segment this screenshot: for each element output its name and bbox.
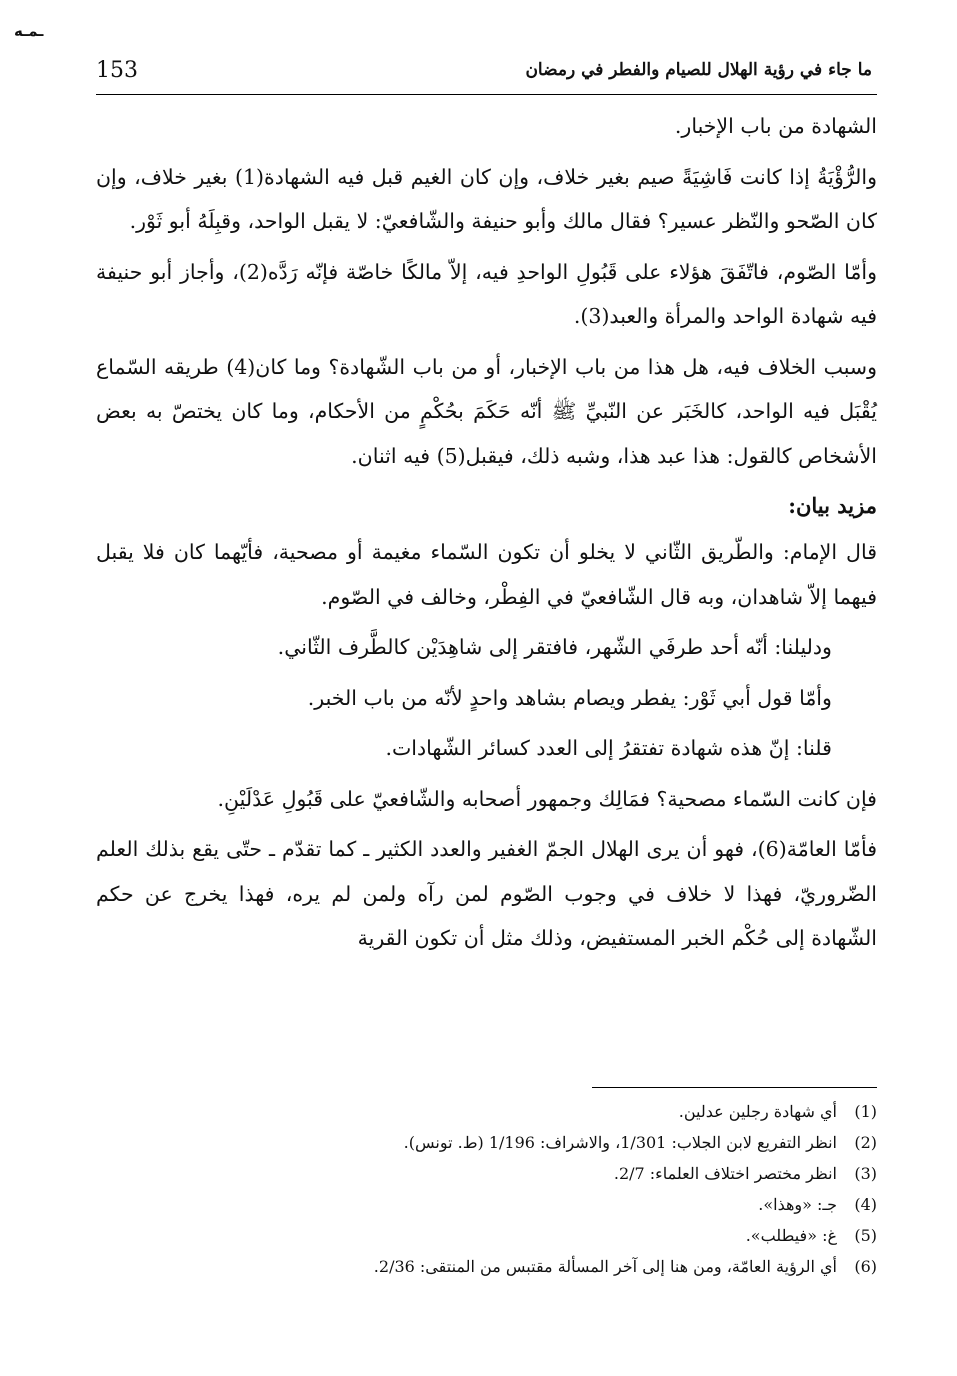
footnote-number: (2) xyxy=(854,1133,877,1152)
footnote xyxy=(96,1189,877,1220)
footnote-text: جـ: «وهذا». xyxy=(758,1195,837,1214)
page-mark: ـمـه xyxy=(14,22,44,40)
footnote-rule xyxy=(592,1087,877,1088)
footnote-number: (3) xyxy=(854,1164,877,1183)
running-title: ما جاء في رؤية الهلال للصيام والفطر في رمضان xyxy=(525,60,872,80)
footnote-text: انظر مختصر اختلاف العلماء: 2/7. xyxy=(613,1164,837,1183)
header-rule xyxy=(96,94,877,95)
paragraph-4: وسبب الخلاف فيه، هل هذا من باب الإخبار، أو من باب الشّهادة؟ وما كان(4) طريقه السّماع يُقْبَل فيه الواحد، كالخَبَر عن النّبيِّ ﷺ أنّه حَكَمَ بحُكْمٍ من الأحكام، وما كان يختصّ به بعض الأشخاص كالقول: هذا عبد هذا، وشبه ذلك، فيقبل(5) فيه اثنان. xyxy=(96,354,877,468)
footnote-text: أي شهادة رجلين عدلين. xyxy=(678,1102,837,1121)
footnote xyxy=(96,1158,877,1189)
footnote-text: أي الرؤية العامّة، ومن هنا إلى آخر المسألة مقتبس من المنتقى: 2/36. xyxy=(373,1257,837,1276)
footnote-number: (5) xyxy=(854,1226,877,1245)
paragraph-9: فإن كانت السّماء مصحية؟ فمَالِك وجمهور أصحابه والشّافعيّ على قَبُولِ عَدْلَيْنِ. xyxy=(217,786,877,811)
paragraph-7: وأمّا قول أبي ثَوْر: يفطر ويصام بشاهد واحدٍ لأنّه من باب الخبر. xyxy=(307,685,832,710)
main-text xyxy=(96,104,877,961)
paragraph-5: قال الإمام: والطّريق الثّاني لا يخلو أن تكون السّماء مغيمة أو مصحية، فأيّهما كان فلا يقبل فيهما إلاّ شاهدان، وبه قال الشّافعيّ في الفِطْر، وخالف في الصّوم. xyxy=(96,540,877,609)
paragraph-10: فأمّا العامّة(6)، فهو أن يرى الهلال الجمّ الغفير والعدد الكثير ـ كما تقدّم ـ حتّى يقع بذلك العلم الضّروريّ، فهذا لا خلاف في وجوب الصّوم لمن رآه ولمن لم يره، فهذا يخرج عن حكم الشّهادة إلى حُكْم الخبر المستفيض، وذلك مثل أن تكون القرية xyxy=(96,837,877,950)
footnote xyxy=(96,1096,877,1127)
paragraph-6: ودليلنا: أنّه أحد طرفَي الشّهر، فافتقر إلى شاهِدَيْن كالطَّرف الثّاني. xyxy=(277,635,832,659)
footnote-number: (4) xyxy=(854,1195,877,1214)
section-heading: مزيد بيان: xyxy=(788,493,877,518)
paragraph-8: قلنا: إنّ هذه شهادة تفتقرُ إلى العدد كسائر الشّهادات. xyxy=(385,736,832,760)
footnote-number: (1) xyxy=(854,1102,877,1121)
footnote-number: (6) xyxy=(854,1257,877,1276)
footnote xyxy=(96,1220,877,1251)
page-number: 153 xyxy=(96,58,138,83)
footnote xyxy=(96,1127,877,1158)
footnotes xyxy=(96,1096,877,1282)
paragraph-3: وأمّا الصّوم، فاتّفَقَ هؤلاء على قَبُولِ الواحدِ فيه، إلاّ مالكًا خاصّة فإنّه رَدَّه(2)، وأجاز أبو حنيفة فيه شهادة الواحد والمرأة والعبد(3). xyxy=(96,259,877,328)
paragraph-1: الشهادة من باب الإخبار. xyxy=(674,114,877,138)
footnote-text: انظر التفريع لابن الجلاب: 1/301، والاشراف: 1/196 (ط. تونس). xyxy=(403,1133,837,1152)
footnote xyxy=(96,1251,877,1282)
paragraph-2: والرُّؤْيَةُ إذا كانت فَاشِيَةً صيم بغير خلاف، وإن كان الغيم قبل فيه الشهادة(1) بغير خلاف، وإن كان الصّحو والنّظر عسير؟ فقال مالك وأبو حنيفة والشّافعيّ: لا يقبل الواحد، وقبِلَهُ أبو ثَوْر. xyxy=(96,164,877,233)
footnote-text: غ: «فيطلب». xyxy=(745,1226,837,1245)
